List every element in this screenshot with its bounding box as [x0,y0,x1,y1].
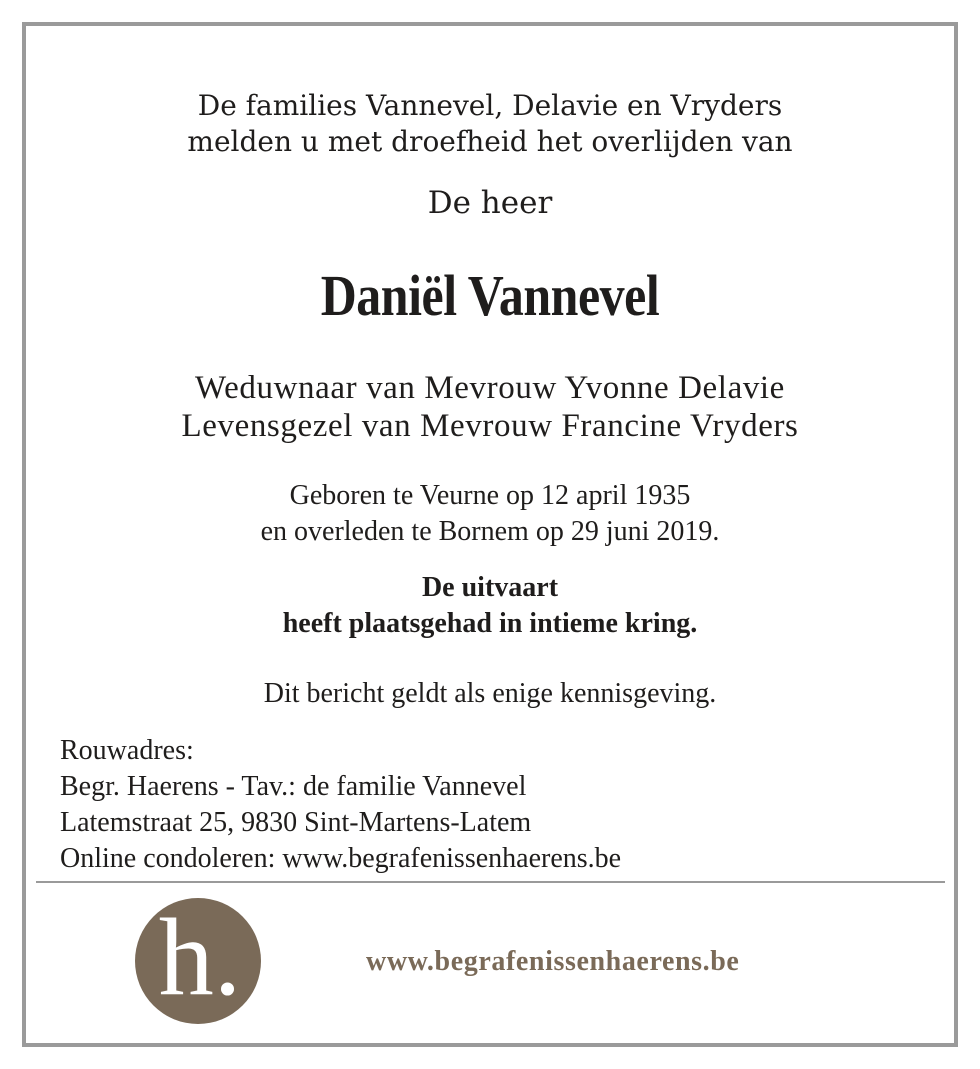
divider [36,881,945,883]
mourning-address [60,733,621,877]
intro-line-2: melden u met droefheid het overlijden van [187,125,793,158]
life-dates [0,478,980,550]
death-line: en overleden te Bornem op 29 juni 2019. [260,516,720,547]
funeral-line-1: De uitvaart [421,572,559,603]
logo-text: h. [158,898,242,1018]
haerens-logo [135,898,261,1024]
relation-line-1: Weduwnaar van Mevrouw Yvonne Delavie [195,370,785,406]
honorific: De heer [427,185,553,221]
relation-line-2: Levensgezel van Mevrouw Francine Vryders [181,408,799,444]
intro-line-1: De families Vannevel, Delavie en Vryders [197,89,783,122]
website-link[interactable]: www.begrafenissenhaerens.be [366,946,740,977]
intro-text [0,88,980,160]
address-label: Rouwadres: [60,735,194,766]
notice-text: Dit bericht geldt als enige kennisgeving. [263,678,717,709]
relations [0,369,980,445]
address-line-1: Begr. Haerens - Tav.: de familie Vannevel [60,771,527,802]
funeral-info [0,570,980,642]
address-line-3: Online condoleren: www.begrafenissenhaerens.be [60,843,622,874]
deceased-name: Daniël Vannevel [320,263,660,328]
funeral-line-2: heeft plaatsgehad in intieme kring. [282,608,698,639]
birth-line: Geboren te Veurne op 12 april 1935 [289,480,691,511]
address-line-2: Latemstraat 25, 9830 Sint-Martens-Latem [60,807,532,838]
